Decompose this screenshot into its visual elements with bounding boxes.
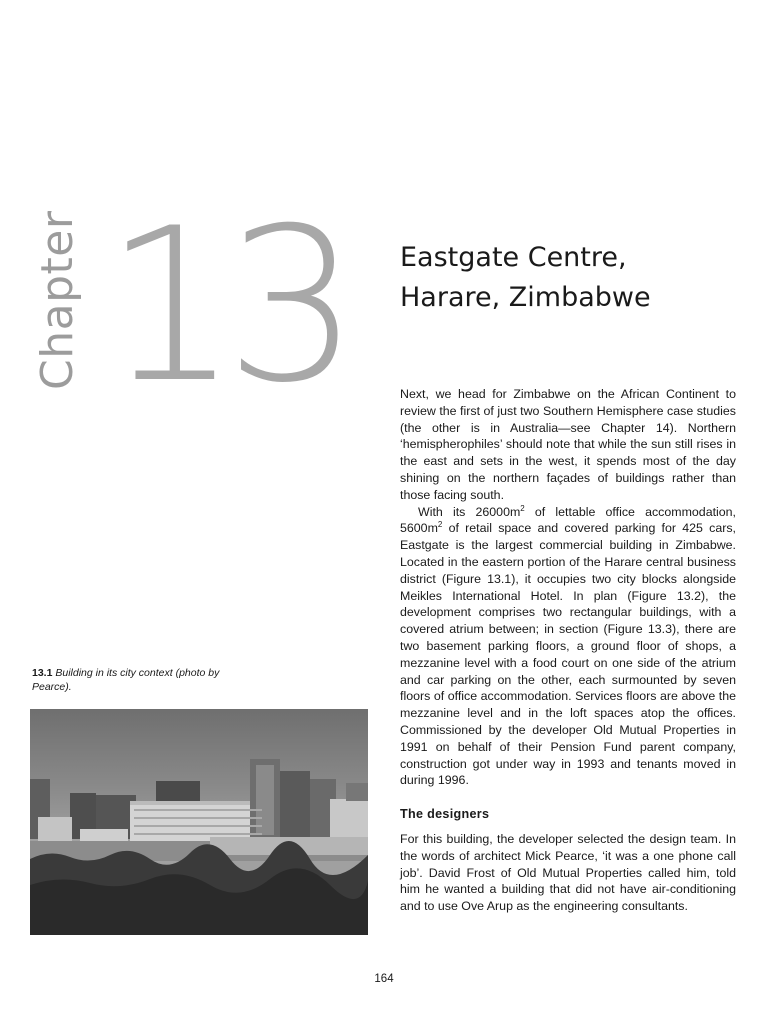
chapter-title-line-2: Harare, Zimbabwe [400, 282, 651, 313]
paragraph-description-text-2: of lettable office accommodation, 5600m [400, 504, 737, 536]
body-text [400, 386, 736, 915]
figure-caption-text: Building in its city context (photo by Pearce). [32, 667, 220, 693]
paragraph-description-text-3: of retail space and covered parking for 425 cars, Eastgate is the largest commercial building in Zimbabwe. Located in the eastern portion of the Harare central business district (Figure 13.1), it occupies two city blocks alongside Meikles International Hotel. In plan (Figure 13.2), the development comprises two rectangular buildings, with a covered atrium between; in section (Figure 13.3), there are two basement parking floors, a ground floor of shops, a mezzanine level with a food court on one side of the atrium and car parking on the other, each surmounted by seven floors of office accommodation. Services floors are above the mezzanine level and in the loft spaces atop the offices. Commissioned by the developer Old Mutual Properties in 1991 on behalf of their Pension Fund parent company, construction got under way in 1993 and tenants moved in during 1996. [400, 521, 736, 788]
chapter-title-line-1: Eastgate Centre, [400, 242, 627, 273]
city-skyline-photo [30, 709, 368, 935]
figure-number: 13.1 [32, 667, 53, 679]
section-heading: The designers [400, 807, 490, 822]
paragraph-description-text-1: With its 26000m [418, 504, 521, 519]
chapter-title [400, 238, 740, 318]
chapter-number: 13 [104, 182, 346, 429]
paragraph-description [400, 504, 736, 790]
superscript-2: 2 [437, 520, 443, 530]
figure-caption [32, 667, 232, 694]
page-number: 164 [374, 973, 394, 985]
paragraph-designers: For this building, the developer selected the design team. In the words of architect Mick Pearce, ‘it was a one phone call job’. David Frost of Old Mutual Properties called him, told him he wanted a building that did not have air-conditioning and to use Ove Arup as the engineering consultants. [400, 831, 736, 914]
chapter-label: Chapter [32, 210, 83, 390]
superscript-2: 2 [520, 503, 525, 513]
paragraph-intro: Next, we head for Zimbabwe on the African Continent to review the first of just two Southern Hemisphere case studies (the other is in Australia—see Chapter 14). Northern ‘hemispherophiles’ should note that while the sun still rises in the east and sets in the west, it spends most of the day shining on the northern façades of buildings rather than those facing south. [400, 387, 736, 502]
skyline-illustration [30, 709, 368, 935]
